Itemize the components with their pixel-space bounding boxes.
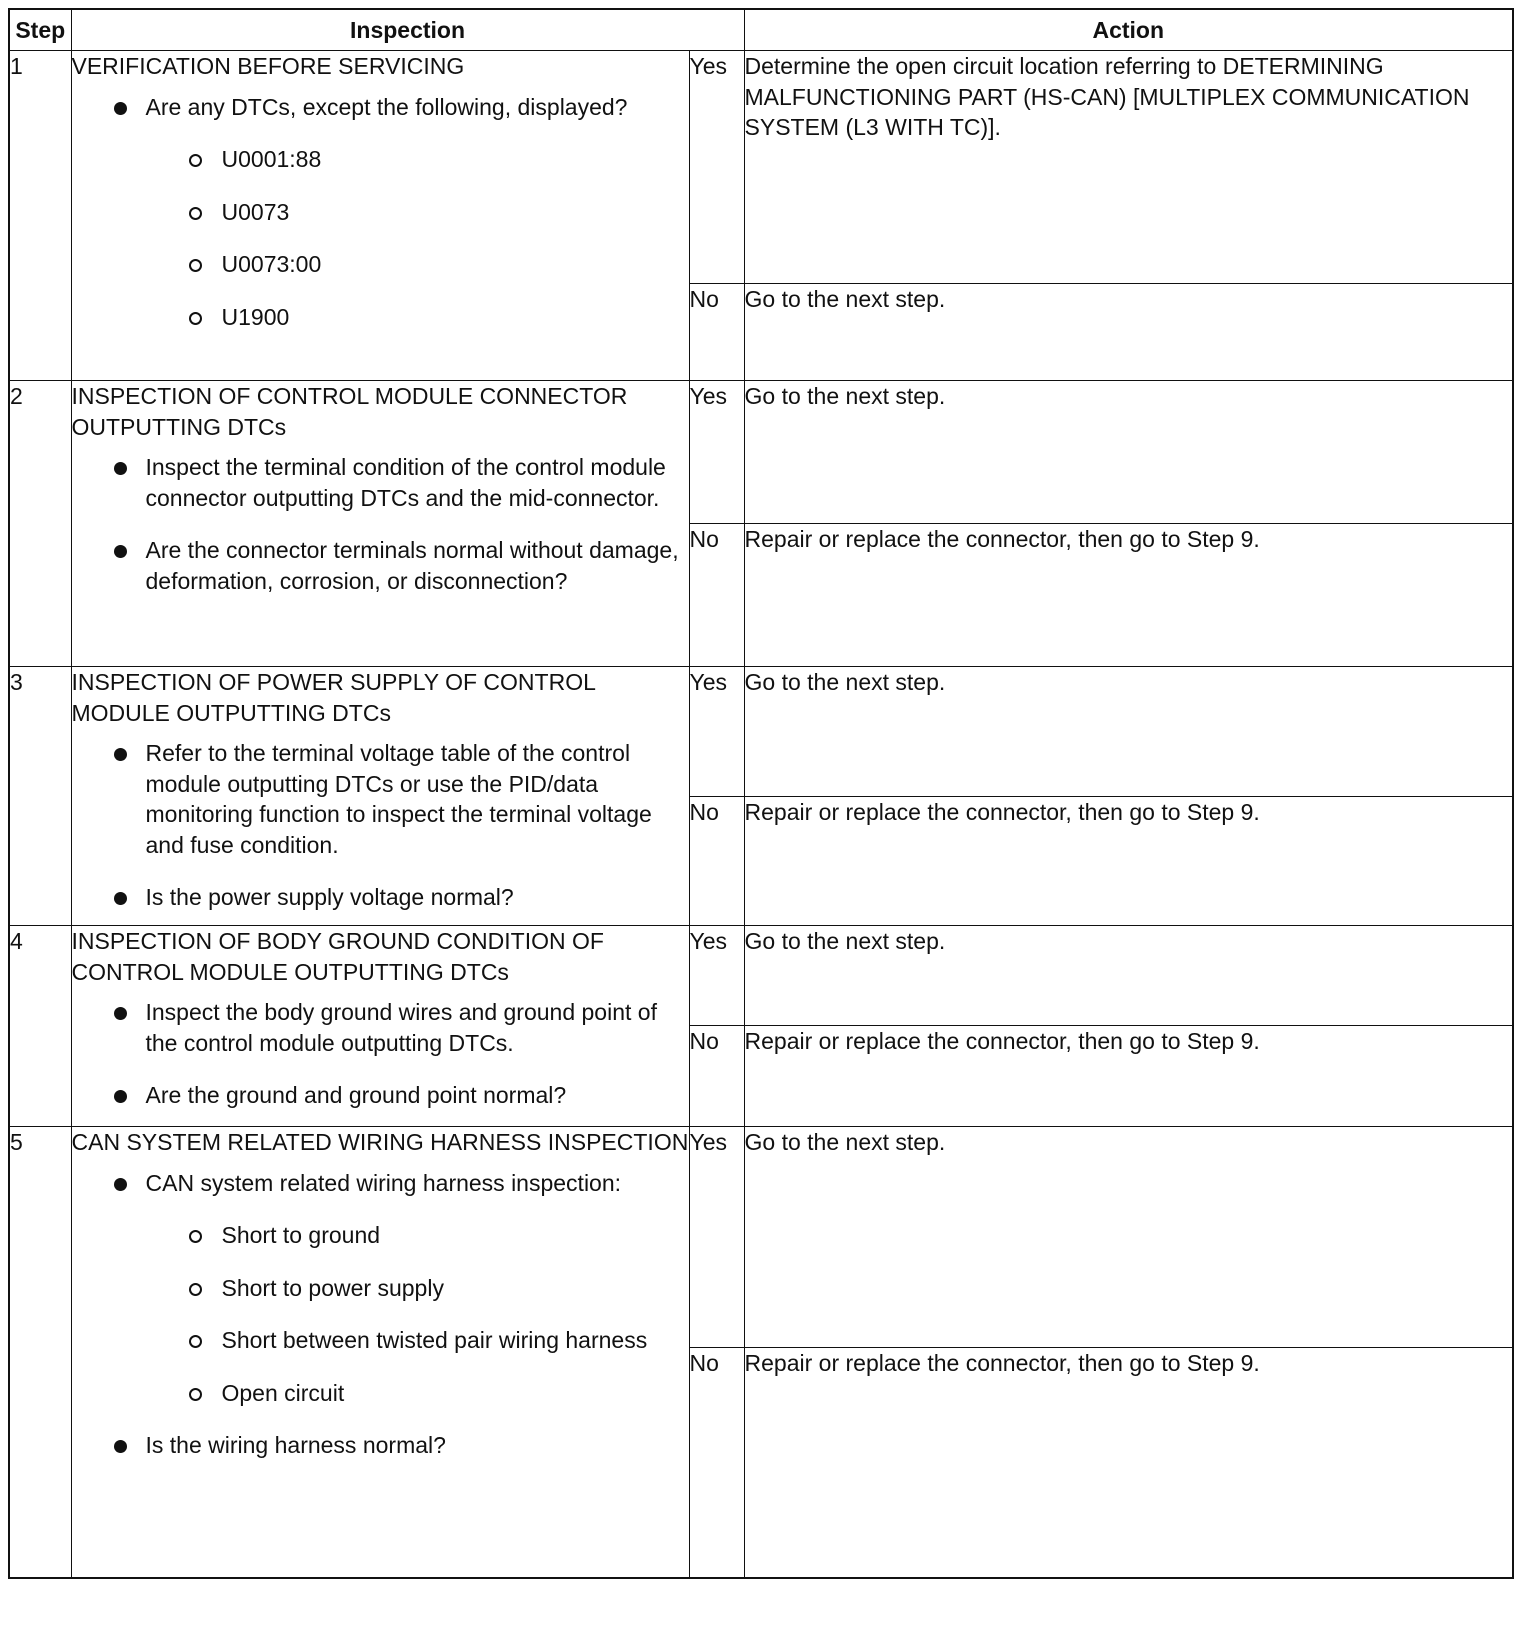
sub-list-item (72, 144, 689, 175)
bullet-dot-icon (114, 748, 127, 761)
table-row (9, 381, 1513, 524)
no-label: No (689, 284, 744, 381)
no-label: No (689, 1348, 744, 1578)
bullet-text: Refer to the terminal voltage table of the control module outputting DTCs or use the PID/data monitoring function to inspect the terminal voltage and fuse condition. (145, 740, 652, 858)
yes-label: Yes (689, 926, 744, 1026)
inspection-title: INSPECTION OF CONTROL MODULE CONNECTOR OUTPUTTING DTCs (71, 383, 628, 440)
yes-action: Go to the next step. (744, 1127, 1513, 1348)
sub-bullet-text: U0073:00 (221, 251, 322, 277)
inspection-cell (71, 1127, 689, 1578)
no-action: Repair or replace the connector, then go to Step 9. (744, 1026, 1513, 1127)
bullet-dot-icon (114, 462, 127, 475)
bullet-text: Inspect the terminal condition of the control module connector outputting DTCs and the mid-connector. (145, 454, 666, 511)
sub-bullet-text: Short to power supply (221, 1274, 444, 1301)
inspection-title: CAN SYSTEM RELATED WIRING HARNESS INSPECTION (71, 1129, 689, 1155)
diagnostic-procedure-table (8, 8, 1514, 1579)
bullet-list (72, 452, 689, 596)
step-number: 4 (9, 926, 71, 1127)
bullet-text: Is the power supply voltage normal? (145, 884, 514, 910)
bullet-text: Are the ground and ground point normal? (145, 1082, 567, 1108)
bullet-dot-icon (114, 102, 127, 115)
bullet-ring-icon (189, 1388, 202, 1401)
no-label: No (689, 1026, 744, 1127)
bullet-text: Inspect the body ground wires and ground point of the control module outputting DTCs. (145, 999, 657, 1056)
yes-label: Yes (689, 51, 744, 284)
bullet-dot-icon (114, 1440, 127, 1453)
list-item (72, 738, 689, 860)
bullet-dot-icon (114, 1090, 127, 1103)
no-label: No (689, 797, 744, 926)
list-item (72, 997, 689, 1058)
bullet-dot-icon (114, 545, 127, 558)
no-action: Repair or replace the connector, then go to Step 9. (744, 1348, 1513, 1578)
yes-label: Yes (689, 381, 744, 524)
yes-action: Go to the next step. (744, 381, 1513, 524)
step-number: 1 (9, 51, 71, 381)
yes-action: Determine the open circuit location referring to DETERMINING MALFUNCTIONING PART (HS-CAN) [MULTIPLEX COMMUNICATION SYSTEM (L3 WITH TC)]. (744, 51, 1513, 284)
bullet-list (72, 997, 689, 1111)
step-number: 5 (9, 1127, 71, 1578)
sub-list-item (72, 249, 689, 280)
sub-list-item (72, 1273, 689, 1304)
bullet-ring-icon (189, 1230, 202, 1243)
table-row (9, 1127, 1513, 1348)
no-label: No (689, 524, 744, 667)
list-item (72, 1168, 689, 1409)
inspection-cell (71, 667, 689, 926)
bullet-dot-icon (114, 1178, 127, 1191)
yes-action: Go to the next step. (744, 667, 1513, 797)
list-item (72, 1080, 689, 1111)
inspection-cell (71, 926, 689, 1127)
bullet-list (72, 738, 689, 913)
yes-label: Yes (689, 1127, 744, 1348)
inspection-title: VERIFICATION BEFORE SERVICING (71, 53, 465, 79)
diagnostic-procedure-sheet (8, 8, 1512, 1579)
inspection-title: INSPECTION OF POWER SUPPLY OF CONTROL MODULE OUTPUTTING DTCs (71, 669, 596, 726)
yes-label: Yes (689, 667, 744, 797)
bullet-dot-icon (114, 892, 127, 905)
list-item (72, 452, 689, 513)
inspection-cell (71, 381, 689, 667)
header-inspection: Inspection (71, 9, 744, 51)
sub-list-item (72, 1325, 689, 1356)
bullet-text: CAN system related wiring harness inspection: (145, 1169, 622, 1196)
header-action: Action (744, 9, 1513, 51)
bullet-ring-icon (189, 312, 202, 325)
no-action: Go to the next step. (744, 284, 1513, 381)
sub-list-item (72, 1220, 689, 1251)
no-action: Repair or replace the connector, then go to Step 9. (744, 797, 1513, 926)
table-row (9, 667, 1513, 797)
step-number: 2 (9, 381, 71, 667)
bullet-ring-icon (189, 259, 202, 272)
sub-bullet-text: U0001:88 (221, 146, 322, 172)
sub-bullet-text: Short between twisted pair wiring harness (221, 1327, 648, 1353)
bullet-text: Are any DTCs, except the following, displayed? (145, 93, 628, 120)
sub-bullet-list (146, 144, 689, 332)
bullet-ring-icon (189, 207, 202, 220)
header-step: Step (9, 9, 71, 51)
inspection-title: INSPECTION OF BODY GROUND CONDITION OF CONTROL MODULE OUTPUTTING DTCs (71, 928, 604, 985)
sub-list-item (72, 302, 689, 333)
bullet-ring-icon (189, 1283, 202, 1296)
bullet-dot-icon (114, 1007, 127, 1020)
bullet-text: Is the wiring harness normal? (145, 1432, 446, 1458)
sub-bullet-text: Open circuit (221, 1379, 345, 1406)
list-item (72, 882, 689, 913)
sub-list-item (72, 197, 689, 228)
yes-action: Go to the next step. (744, 926, 1513, 1026)
bullet-list (72, 1168, 689, 1461)
bullet-list (72, 92, 689, 333)
inspection-cell (71, 51, 689, 381)
no-action: Repair or replace the connector, then go to Step 9. (744, 524, 1513, 667)
list-item (72, 92, 689, 333)
sub-bullet-text: Short to ground (221, 1222, 381, 1248)
sub-bullet-list (146, 1220, 689, 1408)
bullet-ring-icon (189, 1335, 202, 1348)
table-header-row (9, 9, 1513, 51)
list-item (72, 1430, 689, 1461)
sub-bullet-text: U1900 (221, 303, 290, 330)
bullet-text: Are the connector terminals normal without damage, deformation, corrosion, or disconnection? (145, 537, 679, 594)
sub-list-item (72, 1378, 689, 1409)
step-number: 3 (9, 667, 71, 926)
table-row (9, 51, 1513, 284)
list-item (72, 535, 689, 596)
table-row (9, 926, 1513, 1026)
bullet-ring-icon (189, 154, 202, 167)
sub-bullet-text: U0073 (221, 198, 290, 225)
